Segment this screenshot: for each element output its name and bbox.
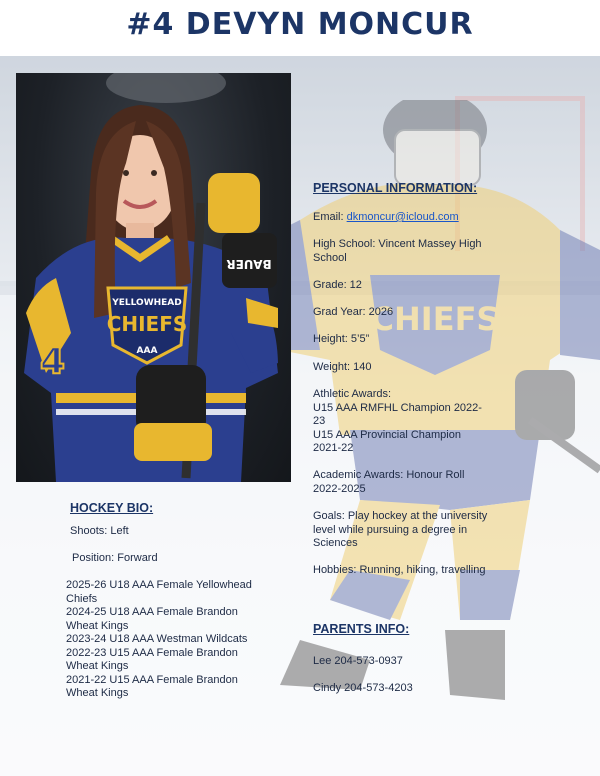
svg-text:CHIEFS: CHIEFS	[370, 300, 500, 338]
history-line: 2024-25 U18 AAA Female Brandon	[66, 606, 238, 618]
svg-text:YELLOWHEAD: YELLOWHEAD	[112, 298, 182, 308]
team-history	[66, 579, 252, 701]
history-line: 2022-23 U15 AAA Female Brandon	[66, 646, 238, 659]
hobbies: Hobbies: Running, hiking, travelling	[313, 564, 486, 576]
parents-info-heading: PARENTS INFO:	[313, 622, 410, 636]
grade: Grade: 12	[313, 279, 362, 291]
award-line: U15 AAA Provincial Champion	[313, 428, 461, 441]
height: Height: 5’5”	[313, 333, 370, 345]
athletic-awards	[313, 388, 482, 456]
personal-info-heading: PERSONAL INFORMATION:	[313, 181, 478, 195]
svg-text:AAA: AAA	[136, 346, 158, 356]
email-label: Email:	[313, 211, 344, 223]
parent-contact: Cindy 204-573-4203	[313, 682, 413, 694]
high-school	[313, 238, 482, 265]
email-link[interactable]: dkmoncur@icloud.com	[346, 211, 459, 223]
page-title: #4 DEVYN MONCUR	[126, 7, 474, 42]
award-line: U15 AAA RMFHL Champion 2022-	[313, 401, 482, 414]
history-line: Wheat Kings	[66, 619, 129, 632]
history-line: 2021-22 U15 AAA Female Brandon	[66, 673, 238, 686]
player-portrait-image	[16, 73, 291, 482]
academic-line: Academic Awards: Honour Roll	[313, 469, 465, 481]
parent-contact: Lee 204-573-0937	[313, 655, 403, 667]
history-line: 2025-26 U18 AAA Female Yellowhead	[66, 579, 252, 591]
player-portrait	[16, 73, 291, 482]
goals	[313, 510, 487, 551]
goals-line: Goals: Play hockey at the university	[313, 510, 488, 522]
high-school-line: High School: Vincent Massey High	[313, 238, 482, 250]
goals-line: Sciences	[313, 537, 358, 549]
academic-awards	[313, 469, 464, 496]
history-line: 2023-24 U18 AAA Westman Wildcats	[66, 633, 248, 645]
history-line: Chiefs	[66, 592, 98, 605]
weight: Weight: 140	[313, 361, 372, 373]
award-line: 2021-22	[313, 442, 354, 454]
grad-year: Grad Year: 2026	[313, 306, 394, 318]
svg-text:4: 4	[40, 341, 66, 382]
award-line: 23	[313, 415, 326, 427]
shoots: Shoots: Left	[70, 525, 129, 537]
high-school-line: School	[313, 251, 347, 264]
position: Position: Forward	[72, 552, 158, 564]
hockey-bio-heading: HOCKEY BIO:	[70, 501, 154, 515]
history-line: Wheat Kings	[66, 660, 129, 672]
history-line: Wheat Kings	[66, 687, 129, 699]
email-row	[313, 211, 459, 225]
athletic-awards-heading: Athletic Awards:	[313, 388, 392, 400]
svg-text:BAUER: BAUER	[226, 257, 272, 271]
academic-line: 2022-2025	[313, 482, 366, 495]
svg-text:CHIEFS: CHIEFS	[106, 312, 188, 336]
goals-line: level while pursuing a degree in	[313, 523, 468, 536]
